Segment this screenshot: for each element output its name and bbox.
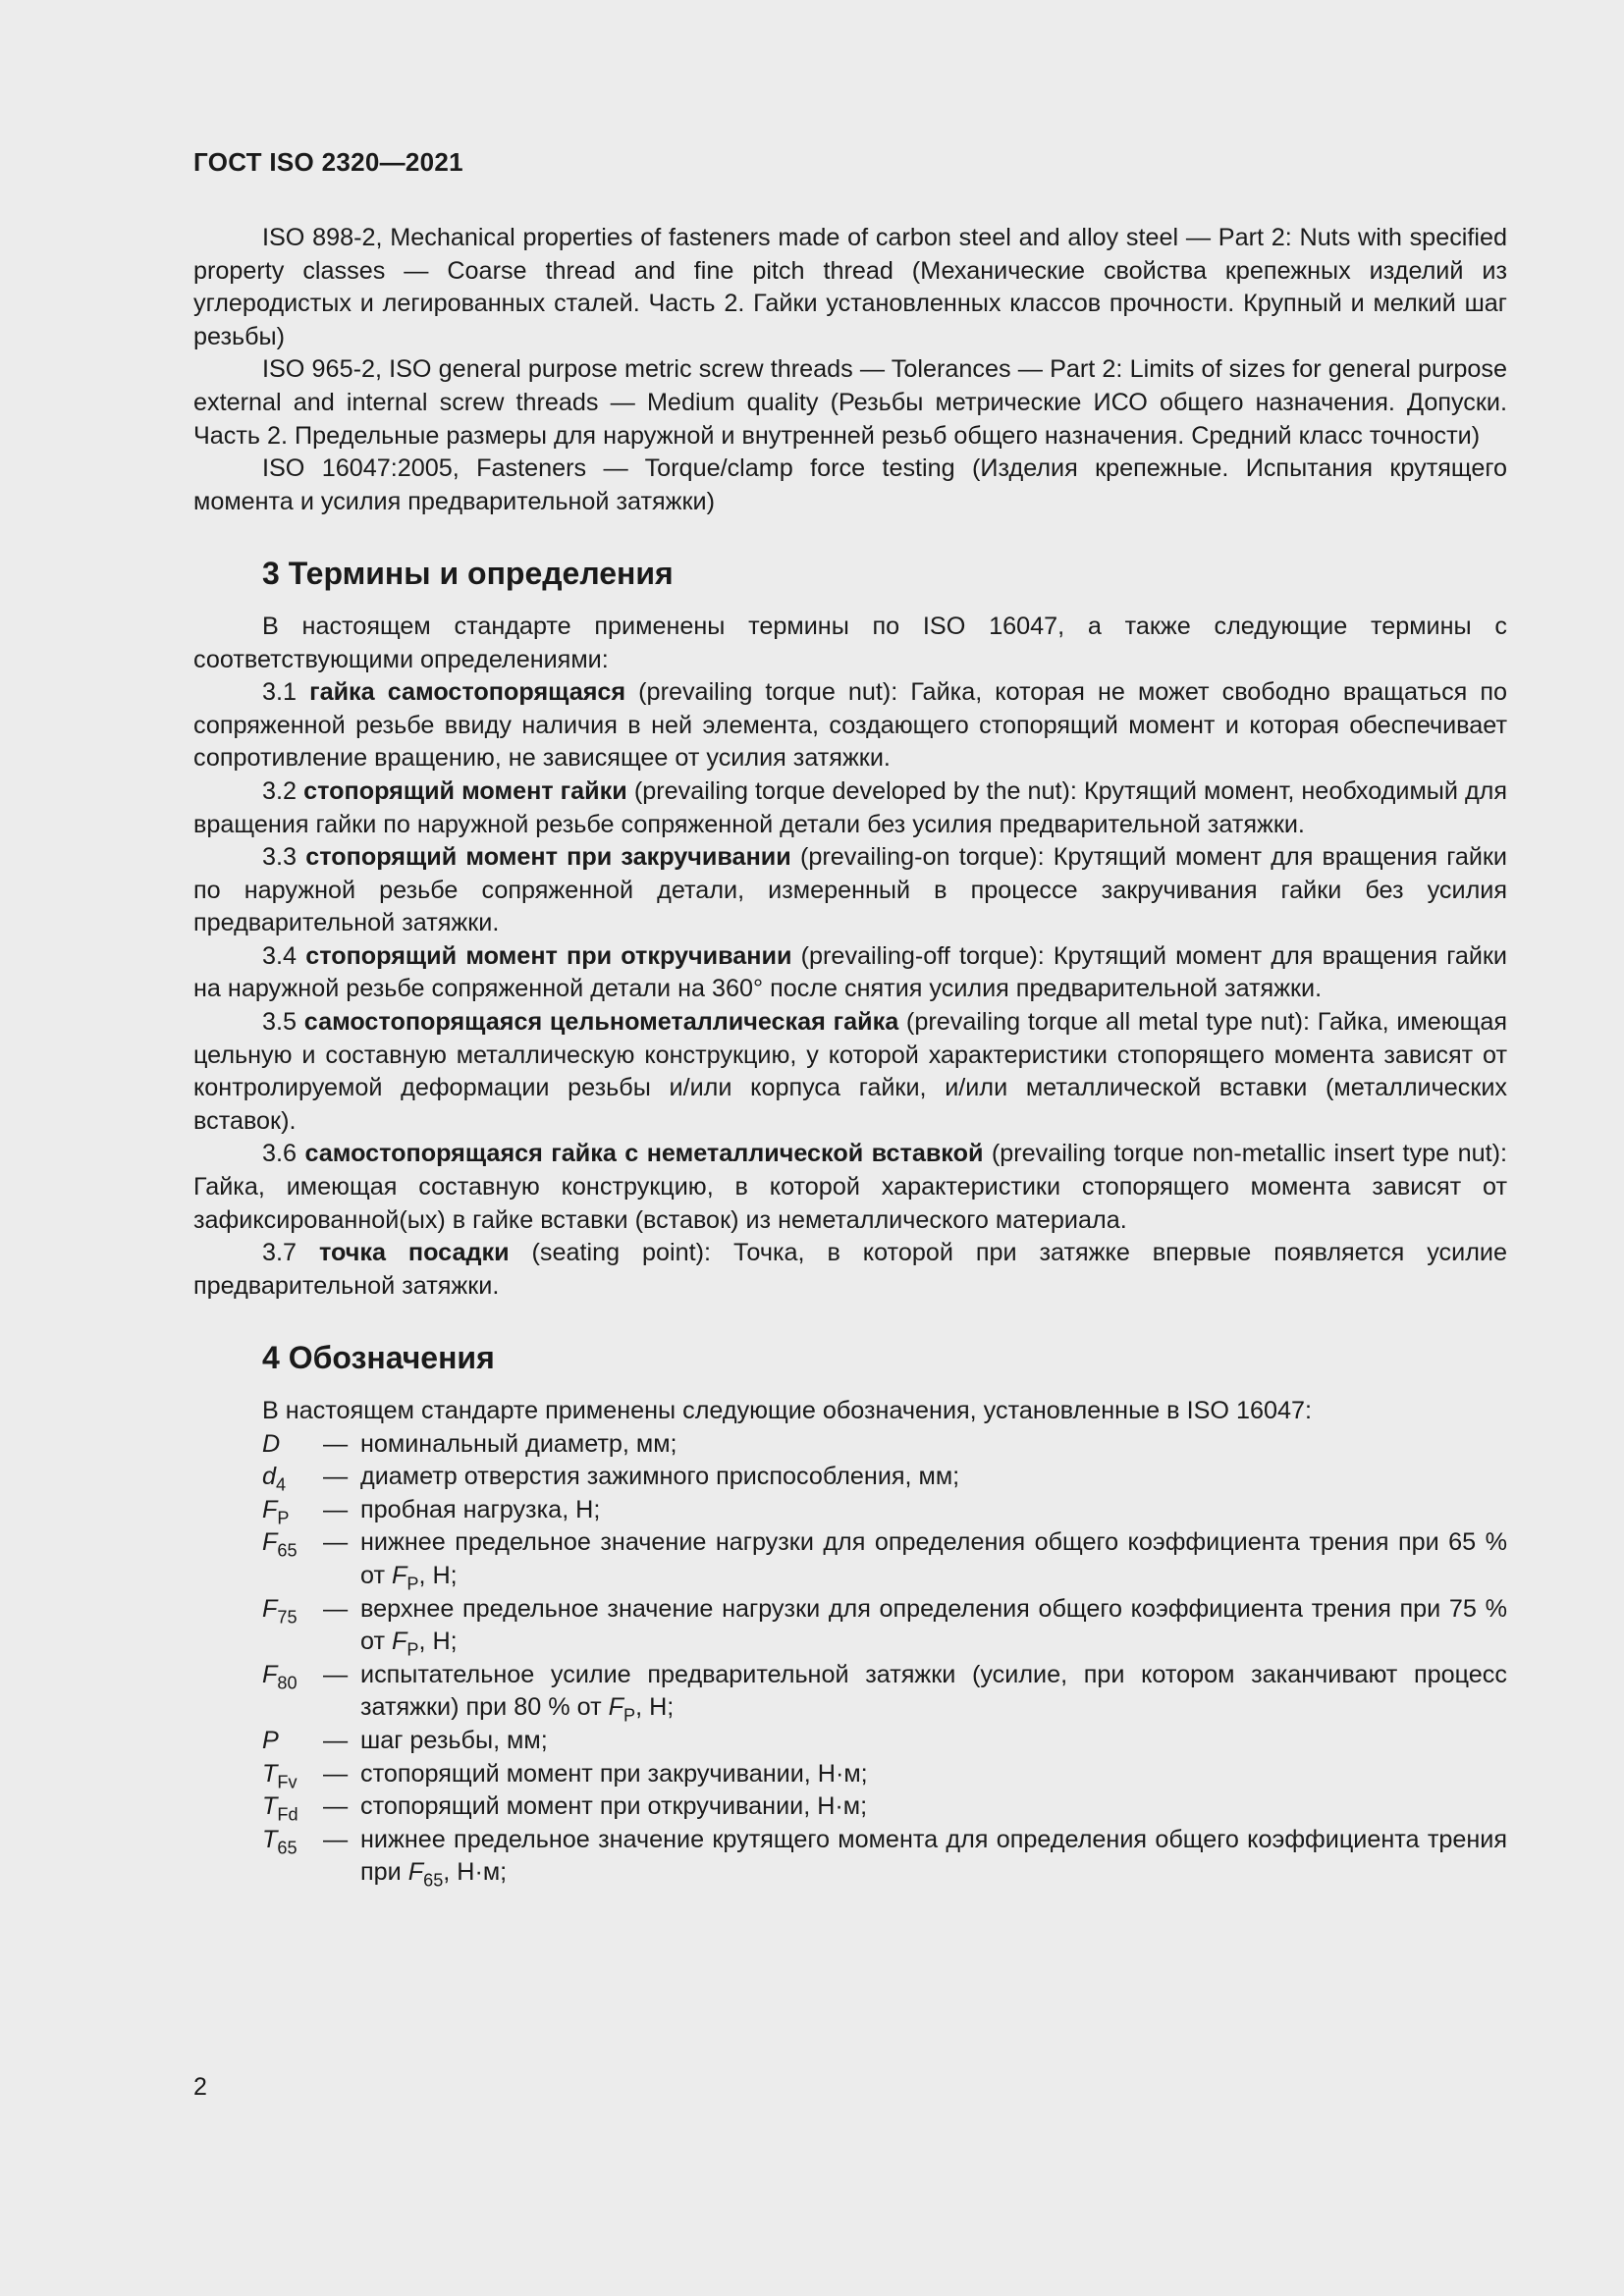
symbol-row-F75 [262,1593,1507,1659]
symbol [262,1428,323,1462]
symbol-dash: — [323,1792,349,1821]
definition-text: (prevailing torque nut): Гайка, которая не может свободно вращаться по сопряженной резьбе ввиду наличия в ней элемента, создающего стопорящий момент и которая обеспечивает сопротивление вращению, не зависящее от усилия затяжки. [193,678,1508,773]
definition-3-5 [193,1006,1507,1138]
symbol-row-F65 [262,1526,1507,1592]
symbol-main: F [262,1528,278,1557]
definition-text: (prevailing torque all metal type nut): Гайка, имеющая цельную и составную металлическую конструкцию, у которой характеристики стопорящего момента зависят от контролируемой деформации резьбы и/или корпуса гайки, и/или металлической вставки (металлических вставок). [193,1008,1507,1135]
definition-3-4 [193,940,1507,1006]
symbol-dash: — [323,1528,349,1557]
description-text: нижнее предельное значение нагрузки для определения общего коэффициента трения при 65 % от [360,1528,1507,1589]
symbol-description [360,1526,1507,1592]
definition-number: 3.7 [262,1239,298,1267]
symbol-description: стопорящий момент при закручивании, Н·м; [360,1759,868,1788]
symbol-main: D [262,1429,281,1458]
section-3-title: 3 Термины и определения [262,556,674,592]
definition-text: (prevailing torque developed by the nut): Крутящий момент, необходимый для вращения гайки по наружной резьбе сопряженной детали без усилия предварительной затяжки. [193,776,1508,838]
description-text: нижнее предельное значение крутящего момента для определения общего коэффициента трения при [360,1825,1507,1887]
symbol-main: T [262,1792,278,1821]
definition-term: точка посадки [318,1239,510,1267]
symbol [262,1593,323,1627]
definition-number: 3.4 [262,941,298,970]
definition-term: стопорящий момент при закручивании [305,843,791,872]
definition-term: стопорящий момент при откручивании [305,941,792,970]
symbol-description: диаметр отверстия зажимного приспособления, мм; [360,1463,960,1491]
definition-number: 3.5 [262,1008,298,1037]
definition-text: (prevailing torque non-metallic insert type nut): Гайка, имеющая составную конструкцию, в которой характеристики стопорящего момента зависят от зафиксированной(ых) в гайке вставки (вставок) из неметаллического материала. [193,1140,1507,1234]
symbol-main: F [262,1594,278,1623]
page-number: 2 [193,2073,207,2101]
symbol-dash: — [323,1429,349,1458]
symbol-dash: — [323,1660,349,1688]
symbol-dash: — [323,1495,349,1523]
inline-subscript: P [406,1639,419,1660]
description-text: , Н; [635,1693,675,1722]
symbol-description [360,1824,1507,1890]
symbol-row-F80 [262,1659,1507,1725]
symbol-row-TFd [262,1790,1507,1824]
symbol-subscript: Fd [277,1804,298,1825]
symbol-subscript: 65 [277,1540,298,1561]
symbol-description [360,1659,1507,1725]
symbol-subscript: P [277,1508,290,1528]
symbols-list [193,1428,1507,1890]
symbol-dash: — [323,1594,349,1623]
definition-3-1 [193,676,1507,775]
symbol-main: F [262,1495,278,1523]
symbol-main: d [262,1463,277,1491]
inline-symbol: F [407,1858,424,1887]
symbol-dash: — [323,1825,349,1853]
symbol-description: пробная нагрузка, Н; [360,1495,601,1523]
symbol-dash: — [323,1726,349,1754]
symbol [262,1758,323,1791]
definition-term: самостопорящаяся гайка с неметаллической вставкой [304,1140,984,1168]
section-4-intro: В настоящем стандарте применены следующие обозначения, установленные в ISO 16047: [262,1397,1312,1424]
definition-number: 3.6 [262,1140,298,1168]
symbol-description [360,1593,1507,1659]
section-4-title: 4 Обозначения [262,1340,495,1376]
description-text: , Н; [418,1561,458,1589]
definition-3-6 [193,1138,1507,1237]
symbol-row-TFv [262,1758,1507,1791]
symbol [262,1494,323,1527]
symbol-subscript: 4 [276,1474,287,1495]
reference-iso-965-2: ISO 965-2, ISO general purpose metric screw threads — Tolerances — Part 2: Limits of sizes for general purpose external and internal screw threads — Medium quality (Резьбы метрические ИСО общего назначения. Допуски. Часть 2. Предельные размеры для наружной и внутренней резьб общего назначения. Средний класс точности) [193,355,1507,450]
definition-term: стопорящий момент гайки [303,776,627,805]
symbol-dash: — [323,1463,349,1491]
symbol [262,1461,323,1494]
page-content [193,222,1507,1890]
symbol-row-FP [262,1494,1507,1527]
definition-text: (seating point): Точка, в которой при затяжке впервые появляется усилие предварительной затяжки. [193,1239,1507,1300]
description-text: верхнее предельное значение нагрузки для определения общего коэффициента трения при 75 % от [360,1594,1507,1656]
symbol-row-D [262,1428,1507,1462]
symbol [262,1526,323,1560]
reference-iso-16047: ISO 16047:2005, Fasteners — Torque/clamp force testing (Изделия крепежные. Испытания крутящего момента и усилия предварительной затяжки) [193,454,1507,515]
description-text: , Н; [418,1628,458,1656]
section-3-intro: В настоящем стандарте применены термины по ISO 16047, а также следующие термины с соответствующими определениями: [193,612,1507,673]
definition-3-7 [193,1237,1507,1303]
symbol-subscript: 75 [277,1606,298,1627]
symbol [262,1659,323,1692]
definition-term: самостопорящаяся цельнометаллическая гайка [303,1008,899,1037]
symbol [262,1824,323,1857]
symbol-description: номинальный диаметр, мм; [360,1429,677,1458]
definition-text: (prevailing-off torque): Крутящий момент для вращения гайки на наружной резьбе сопряженной детали на 360° после снятия усилия предварительной затяжки. [193,941,1507,1003]
inline-symbol: F [392,1628,407,1656]
symbol-subscript: Fv [277,1771,298,1791]
symbol-main: F [262,1660,278,1688]
definition-term: гайка самостопорящаяся [309,678,626,707]
definition-number: 3.1 [262,678,298,707]
inline-subscript: P [406,1574,419,1594]
symbol-subscript: 65 [277,1838,298,1858]
inline-symbol: F [608,1693,624,1722]
inline-subscript: 65 [423,1870,444,1891]
definition-number: 3.2 [262,776,298,805]
reference-iso-898-2: ISO 898-2, Mechanical properties of fasteners made of carbon steel and alloy steel — Part 2: Nuts with specified property classes — Coarse thread and fine pitch thread (Механические свойства крепежных изделий из углеродистых и легированных сталей. Часть 2. Гайки установленных классов прочности. Крупный и мелкий шаг резьбы) [193,224,1507,350]
symbol-description: стопорящий момент при откручивании, Н·м; [360,1792,868,1821]
symbol-description: шаг резьбы, мм; [360,1726,548,1754]
definition-3-2 [193,775,1507,841]
symbol-row-T65 [262,1824,1507,1890]
inline-subscript: P [623,1705,636,1726]
running-header: ГОСТ ISO 2320—2021 [193,147,463,177]
symbol-main: P [262,1726,279,1754]
definition-3-3 [193,841,1507,940]
symbol-subscript: 80 [277,1673,298,1693]
symbol-dash: — [323,1759,349,1788]
description-text: испытательное усилие предварительной затяжки (усилие, при котором заканчивают процесс затяжки) при 80 % от [360,1660,1507,1722]
symbol-row-P [262,1725,1507,1758]
definition-number: 3.3 [262,843,298,872]
symbol-main: T [262,1759,278,1788]
description-text: , Н·м; [443,1858,508,1887]
symbol-main: T [262,1825,278,1853]
symbol [262,1790,323,1824]
symbol [262,1725,323,1758]
inline-symbol: F [392,1561,407,1589]
symbol-row-d4 [262,1461,1507,1494]
definition-text: (prevailing-on torque): Крутящий момент для вращения гайки по наружной резьбе сопряженной детали, измеренный в процессе закручивания гайки без усилия предварительной затяжки. [193,843,1508,937]
